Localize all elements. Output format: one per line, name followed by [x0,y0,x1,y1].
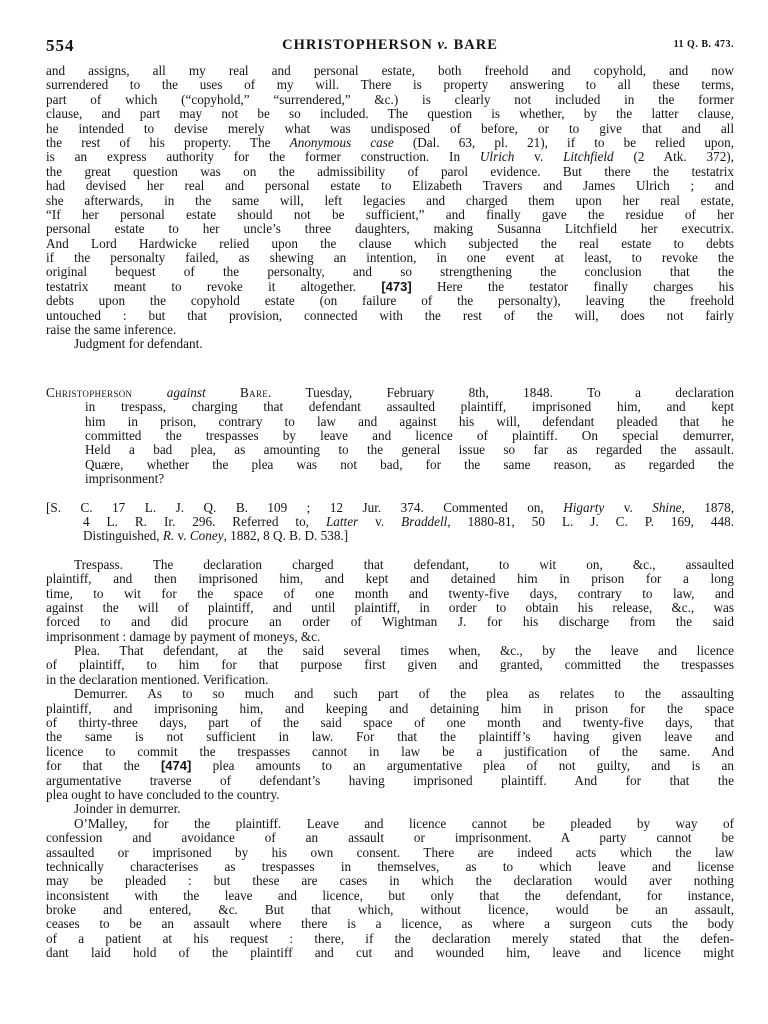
case-name: Latter [325,514,359,529]
text-line [46,501,734,515]
text-line: against the will of plaintiff, and until plaintiff, in order to obtain his release, &c., was [46,600,734,615]
text-segment: Distinguished, [83,529,163,544]
page-body [46,64,734,961]
case-name: Ulrich [479,150,515,165]
title-party-2: BARE [453,37,498,53]
text-line: Quære, whether the plea was not bad, for the same reason, as regarded the [85,457,734,472]
case-name: Braddell [401,514,448,529]
against-word: against [166,385,206,400]
text-segment: , 1882, 8 Q. B. D. 538.] [223,529,349,544]
text-line: if the personalty failed, as shewing an intention, in one event at least, to revoke the [46,251,734,266]
section-gap [46,352,734,386]
text-line: time, to wit for the space of one month and twenty-five days, contrary to law, and [46,586,734,601]
text-line [46,136,734,150]
text-line: in trespass, charging that defendant assaulted plaintiff, imprisoned him, and kept [85,400,734,415]
text-line: part of which (“copyhold,” “surrendered,” &c.) is clearly not included in the former [46,92,734,107]
case-name: Higarty [563,500,605,515]
text-line: ceases to be an assault where there is a licence, as where a surgeon cuts the body [46,917,734,932]
text-line [46,529,734,543]
text-segment: Here the testator finally charges his [411,279,734,294]
text-line: plaintiff, and then imprisoned him, and kept and detained him in prison for a long [46,572,734,587]
text-segment: testatrix meant to revoke it altogether. [46,279,382,294]
text-line [46,150,734,164]
text-line: Demurrer. As to so much and such part of the plea as relates to the assaulting [74,687,734,702]
text-line: the same is not sufficient in law. For that the plaintiff’s having given leave and [46,730,734,745]
text-segment: , 1878, [681,500,734,515]
page-number: 554 [46,36,75,55]
text-line: dant laid hold of the plaintiff and cut and wounded him, leave and licence might [46,946,734,961]
title-party-1: CHRISTOPHERSON [282,37,433,53]
text-line: imprisonment : damage by payment of moneys, &c. [46,629,321,644]
case-name: Anonymous case [289,135,394,150]
text-segment: is an express authority for the former construction. In [46,150,480,165]
text-line: plaintiff, and imprisoning him, and keeping and detaining him in prison for the space [46,701,734,716]
section-gap [46,487,734,501]
text-line: clause, and part may not be so included. The question is whether, by the latter clause, [46,107,734,122]
text-line [46,280,734,294]
text-line: confession and avoidance of an assault or imprisonment. A party cannot be [46,831,734,846]
text-segment: the rest of his property. The [46,135,290,150]
argument-paragraph [46,817,734,961]
case-name: R. [162,529,175,544]
text-segment: v. [358,514,402,529]
text-line: inconsistent with the leave and licence, but only that the defendant, for instance, [46,888,734,903]
text-line: the great question was on the admissibility of parol evidence. But there the testatrix [46,164,734,179]
text-line: O’Malley, for the plaintiff. Leave and licence cannot be pleaded by way of [74,816,734,831]
text-line: committed the trespasses by leave and licence of plaintiff. On special demurrer, [85,428,734,443]
text-line: Plea. That defendant, at the said several times when, &c., by the leave and licence [74,644,734,659]
text-segment: v. [514,150,564,165]
text-line: of a patient at his request : there, if the declaration merely stated that the defen- [46,931,734,946]
case-name: Litchfield [563,150,614,165]
title-versus: v. [437,37,449,53]
star-page-marker: [473] [381,279,412,294]
text-line: Held a bad plea, as amounting to the general issue so far as regarded the assault. [85,443,734,458]
text-line: raise the same inference. [46,323,177,338]
text-segment: v. [604,500,653,515]
citation-block [46,501,734,544]
case-name: Shine [652,500,682,515]
text-segment: . Tuesday, February 8th, 1848. To a declaration [268,385,734,400]
text-segment: [S. C. 17 L. J. Q. B. 109 ; 12 Jur. 374. Commented on, [46,500,564,515]
text-line: in the declaration mentioned. Verification. [46,672,269,687]
text-line: may be pleaded : but these are cases in which the declaration would aver nothing [46,874,734,889]
trespass-paragraph [46,558,734,644]
text-line: forced to and did procure an order of Wightman J. for his discharge from the said [46,615,734,630]
text-segment: , 1880-81, 50 L. J. C. P. 169, 448. [447,514,734,529]
text-line: had devised her real and personal estate to Elizabeth Travers and James Ulrich ; and [46,179,734,194]
text-line: plea ought to have concluded to the country. [46,787,280,802]
star-page-marker: [474] [160,759,192,774]
running-header [46,36,734,56]
plea-paragraph [46,644,734,687]
text-segment: (Dal. 63, pl. 21), if to be relied upon, [393,135,734,150]
text-line: debts upon the copyhold estate (on failure of the personalty), leaving the freehold [46,294,734,309]
text-line: technically characterises as trespasses in themselves, as to which leave and license [46,859,734,874]
text-line: original bequest of the personalty, and so strengthening the conclusion that the [46,265,734,280]
text-segment: v. [174,529,190,544]
text-segment: (2 Atk. 372), [613,150,734,165]
text-segment: for that the [46,759,161,774]
text-line: imprisonment? [85,472,165,487]
text-line: licence to commit the trespasses cannot in law be a justification of the same. And [46,744,734,759]
running-title [46,37,734,54]
text-line: him in prison, contrary to law and against his will, defendant pleaded that he [85,414,734,429]
text-segment: plea amounts to an argumentative plea of not guilty, and is an [191,759,734,774]
case-headnote [46,386,734,487]
text-segment: 4 L. R. Ir. 296. Referred to, [83,514,326,529]
section-gap [46,544,734,558]
demurrer-paragraph [46,687,734,802]
text-line: of thirty-three days, part of the said space of one month and twenty-five days, that [46,716,734,731]
text-line: she afterwards, in the same will, left legacies and charged them upon her real estate, [46,193,734,208]
text-line: and assigns, all my real and personal estate, both freehold and copyhold, and now [46,64,734,78]
text-line: “If her personal estate should not be sufficient,” and finally gave the residue of her [46,207,734,222]
text-line [46,515,734,529]
report-reference: 11 Q. B. 473. [673,39,734,50]
party-name: Christopherson [46,385,133,400]
text-line: Trespass. The declaration charged that defendant, to wit on, &c., assaulted [74,557,734,572]
judgment-line: Judgment for defendant. [74,337,203,352]
text-line: untouched : but that provision, connected with the rest of the will, does not fairly [46,308,734,323]
text-line: argumentative traverse of defendant’s having imprisoned plaintiff. And for that the [46,773,734,788]
text-line: broke and entered, &c. But that which, without licence, would be an assault, [46,903,734,918]
text-line: he intended to devise merely what was undisposed of before, or to give that and all [46,121,734,136]
text-line [46,386,734,400]
party-name: Bare [240,385,269,400]
text-line: personal estate to her uncle’s three daughters, making Susanna Litchfield her executrix. [46,222,734,237]
text-line: surrendered to the uses of my will. There is property answering to all these terms, [46,78,734,93]
text-line: And Lord Hardwicke relied upon the clause which subjected the real estate to debts [46,236,734,251]
text-line [46,759,734,773]
case-name: Coney [189,529,224,544]
text-line: Joinder in demurrer. [74,802,181,817]
text-line: assaulted or imprisoned by his own consent. There are indeed acts which the law [46,845,734,860]
text-line: of plaintiff, to him for that purpose first given and granted, committed the trespasses [46,658,734,673]
paragraph-continued [46,64,734,352]
joinder-paragraph [46,802,734,816]
